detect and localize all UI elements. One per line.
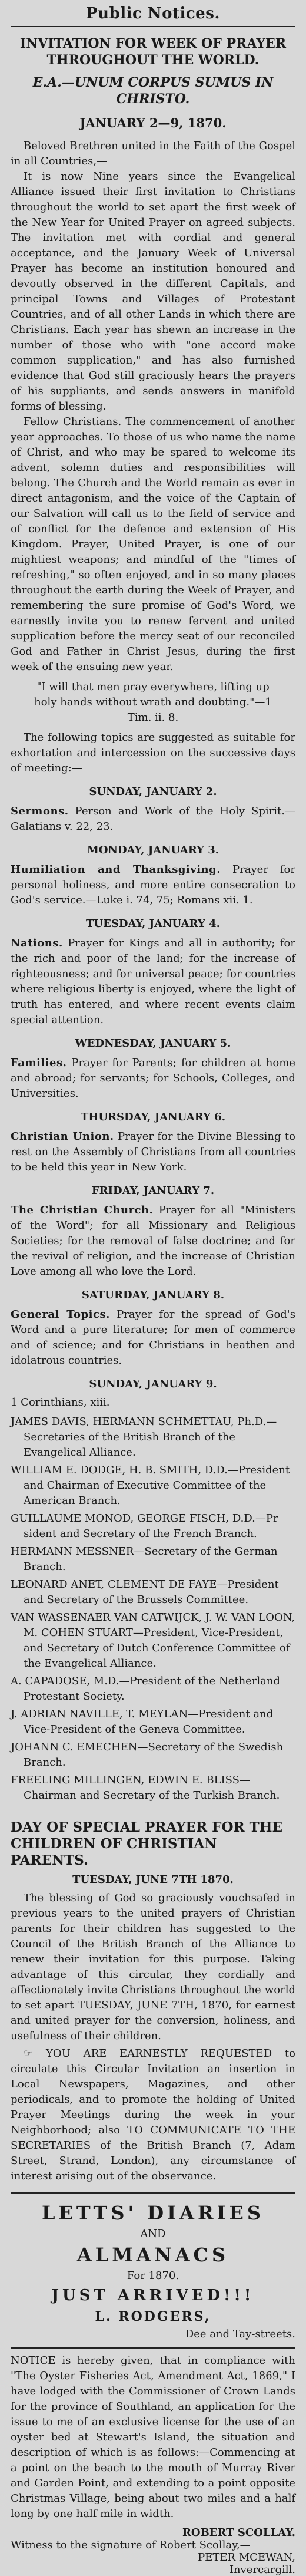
signatories-list xyxy=(11,1414,295,1803)
notice-witness-name: PETER MCEWAN, xyxy=(198,2551,295,2564)
entry-text: Prayer for the spread of God's Word and a pure literature; for men of commerce and of science; and for Christians in heathen and idolatrous countries. xyxy=(11,1308,295,1367)
entry-text: Person and Work of the Holy Spirit.—Galatians v. 22, 23. xyxy=(11,805,295,833)
notice-signature: ROBERT SCOLLAY. xyxy=(182,2526,295,2539)
ad-year: For 1870. xyxy=(127,2270,179,2282)
day-entry xyxy=(11,1056,295,1101)
day-heading: THURSDAY, JANUARY 6. xyxy=(80,1111,226,1123)
day-entry xyxy=(11,1307,295,1368)
entry-text: Prayer for all "Ministers of the Word"; for all Missionary and Religious Societies; for the removal of false doctrine; and for the revival of religion, and the increase of Christian Love among all who love the Lord. xyxy=(11,1204,295,1278)
signatory: J. ADRIAN NAVILLE, T. MEYLAN—President and Vice-President of the Geneva Committee. xyxy=(11,1708,274,1736)
day-entry xyxy=(11,862,295,908)
signatory: GUILLAUME MONOD, GEORGE FISCH, D.D.—Pr sident and Secretary of the French Branch. xyxy=(11,1512,278,1540)
day-entry xyxy=(11,1129,295,1175)
pointing-hand-icon: ☞ xyxy=(24,2047,46,2060)
day-heading: SUNDAY, JANUARY 9. xyxy=(89,1378,217,1390)
entry-text: Prayer for Kings and all in authority; for the rich and poor of the land; for the increase of righteousness; and for universal peace; for countries where religious liberty is enjoyed, where the light of truth has entered, and where recent events claim special attention. xyxy=(11,937,295,1026)
advertisement xyxy=(11,2194,295,2347)
day-entry xyxy=(11,936,295,1028)
article1-motto: E.A.—UNUM CORPUS SUMUS IN CHRISTO. xyxy=(32,75,274,107)
article1-title: INVITATION FOR WEEK OF PRAYER THROUGHOUT THE WORLD. xyxy=(19,36,287,68)
article1-paragraph: Fellow Christians. The commencement of another year approaches. To those of us who name the name of Christ, and who may be spared to welcome its advent, solemn duties and responsibilities will belong. The Church and the World remain as ever in direct antagonism, and the voice of the Captain of our Salvation will call us to the field of service and of conflict for the defence and extension of His Kingdom. Prayer, United Prayer, is one of our mightiest weapons; and mindful of the "times of refreshing," so often enjoyed, and in so many places throughout the earth during the Week of Prayer, and remembering the sure promise of God's Word, we earnestly invite you to renew fervent and united supplication before the mercy seat of our reconciled God and Father in Christ Jesus, during the first week of the ensuing new year. xyxy=(11,415,295,673)
ad-address: Dee and Tay-streets. xyxy=(185,2328,295,2340)
article2-paragraph: The blessing of God so graciously vouchsafed in previous years to the united prayers of Christian parents for their children has suggested to the Council of the British Branch of the Alliance to renew their invitation for this purpose. Taking advantage of this circular, they cordially and affectionately invite Christians throughout the world to set apart TUESDAY, JUNE 7TH, 1870, for earnest and united prayer for the conversion, holiness, and usefulness of their children. xyxy=(11,1892,295,2042)
day-heading: WEDNESDAY, JANUARY 5. xyxy=(75,1037,231,1050)
entry-text: Prayer for the Divine Blessing to rest on the Assembly of Christians from all countries to be held this year in New York. xyxy=(11,1130,295,1173)
oyster-notice xyxy=(11,2349,295,2576)
article2-title: DAY OF SPECIAL PRAYER FOR THE CHILDREN OF CHRISTIAN PARENTS. xyxy=(11,1819,283,1868)
day-heading: FRIDAY, JANUARY 7. xyxy=(91,1185,215,1197)
notice-witness: Witness to the signature of Robert Scollay,— xyxy=(11,2539,251,2551)
entry-label: Sermons. xyxy=(11,805,69,817)
section-header: Public Notices. xyxy=(86,5,220,22)
article1-intro: The following topics are suggested as suitable for exhortation and intercession on the successive days of meeting:— xyxy=(11,731,295,774)
signatory: JOHANN C. EMECHEN—Secretary of the Swedish Branch. xyxy=(11,1741,284,1769)
entry-text: Prayer for personal holiness, and more entire consecration to God's service.—Luke i. 74, 75; Romans xii. 1. xyxy=(11,863,295,906)
notice-place: Invercargill. xyxy=(229,2564,295,2576)
ad-arrived: JUST ARRIVED!!! xyxy=(51,2287,255,2304)
day-entry xyxy=(11,804,295,835)
signatory: A. CAPADOSE, M.D.—President of the Netherland Protestant Society. xyxy=(11,1675,281,1703)
signatory: FREELING MILLINGEN, EDWIN E. BLISS—Chairman and Secretary of the Turkish Branch. xyxy=(11,1774,280,1802)
ad-merchant: L. RODGERS, xyxy=(95,2309,211,2324)
article1-quote: "I will that men pray everywhere, lifting up holy hands without wrath and doubting."—1 Tim. ii. 8. xyxy=(34,681,272,724)
article2-paragraph xyxy=(11,2046,295,2184)
entry-label: The Christian Church. xyxy=(11,1204,154,1216)
entry-label: Christian Union. xyxy=(11,1130,114,1143)
signatory: HERMANN MESSNER—Secretary of the German Branch. xyxy=(11,1545,278,1573)
scripture-citation: 1 Corinthians, xiii. xyxy=(11,1396,110,1409)
signatory: LEONARD ANET, CLEMENT DE FAYE—President and Secretary of the Brussels Committee. xyxy=(11,1578,279,1606)
day-heading: MONDAY, JANUARY 3. xyxy=(87,844,219,856)
entry-label: Humiliation and Thanksgiving. xyxy=(11,863,221,876)
article2-request: YOU ARE EARNESTLY REQUESTED to circulate this Circular Invitation an insertion in Local Newspapers, Magazines, and other periodicals, and to promote the holding of United Prayer Meetings during the week in your Neighborhood; also TO COMMUNICATE TO THE SECRETARIES of the British Branch (7, Adam Street, Strand, London), any circumstance of interest arising out of the observance. xyxy=(11,2047,296,2182)
entry-label: Families. xyxy=(11,1057,67,1069)
ad-headline: LETTS' DIARIES xyxy=(41,2202,265,2224)
entry-label: Nations. xyxy=(11,937,63,949)
entry-text: Prayer for Parents; for children at home and abroad; for servants; for Schools, Colleges, and Universities. xyxy=(11,1057,295,1100)
notice-text: NOTICE is hereby given, that in compliance with "The Oyster Fisheries Act, Amendment Act, 1869," I have lodged with the Commissioner of Crown Lands for the province of Southland, an application for the issue to me of an exclusive license for the use of an oyster bed at Stewart's Island, the situation and description of which is as follows:—Commencing at a point on the beach to the mouth of Murray River and Garden Point, and extending to a point opposite Christmas Village, being about two miles and a half long by one half mile in width. xyxy=(11,2354,295,2520)
article1-paragraph: Beloved Brethren united in the Faith of the Gospel in all Countries,— xyxy=(11,140,295,167)
day-heading: SATURDAY, JANUARY 8. xyxy=(81,1289,225,1301)
article1-paragraph: It is now Nine years since the Evangelical Alliance issued their first invitation to Christians throughout the world to set apart the first week of the New Year for United Prayer on agreed subjects. The invitation met with cordial and general acceptance, and the January Week of Universal Prayer has become an institution honoured and devoutly observed in the different Capitals, and principal Towns and Villages of Protestant Countries, and of all other Lands in which there are Christians. Each year has shewn an increase in the number of those who with "one accord make common supplication," and has also furnished evidence that God still graciously hears the prayers of his suppliants, and sends answers in manifold forms of blessing. xyxy=(11,170,295,413)
entry-label: General Topics. xyxy=(11,1308,110,1321)
day-heading: TUESDAY, JANUARY 4. xyxy=(86,918,220,930)
article2-date: TUESDAY, JUNE 7TH 1870. xyxy=(72,1874,234,1886)
article1-dates: JANUARY 2—9, 1870. xyxy=(79,116,227,130)
divider xyxy=(11,26,295,27)
day-heading: SUNDAY, JANUARY 2. xyxy=(89,786,217,798)
signatory: JAMES DAVIS, HERMANN SCHMETTAU, Ph.D.—Secretaries of the British Branch of the Evangelical Alliance. xyxy=(11,1416,277,1459)
ad-connector: AND xyxy=(140,2228,166,2240)
signatory: WILLIAM E. DODGE, H. B. SMITH, D.D.—President and Chairman of Executive Committee of the American Branch. xyxy=(11,1464,290,1507)
day-entry xyxy=(11,1203,295,1279)
ad-headline: ALMANACS xyxy=(76,2244,230,2266)
signatory: VAN WASSENAER VAN CATWIJCK, J. W. VAN LOON, M. COHEN STUART—President, Vice-President, and Secretary of Dutch Conference Committee of the Evangelical Alliance. xyxy=(11,1611,295,1670)
